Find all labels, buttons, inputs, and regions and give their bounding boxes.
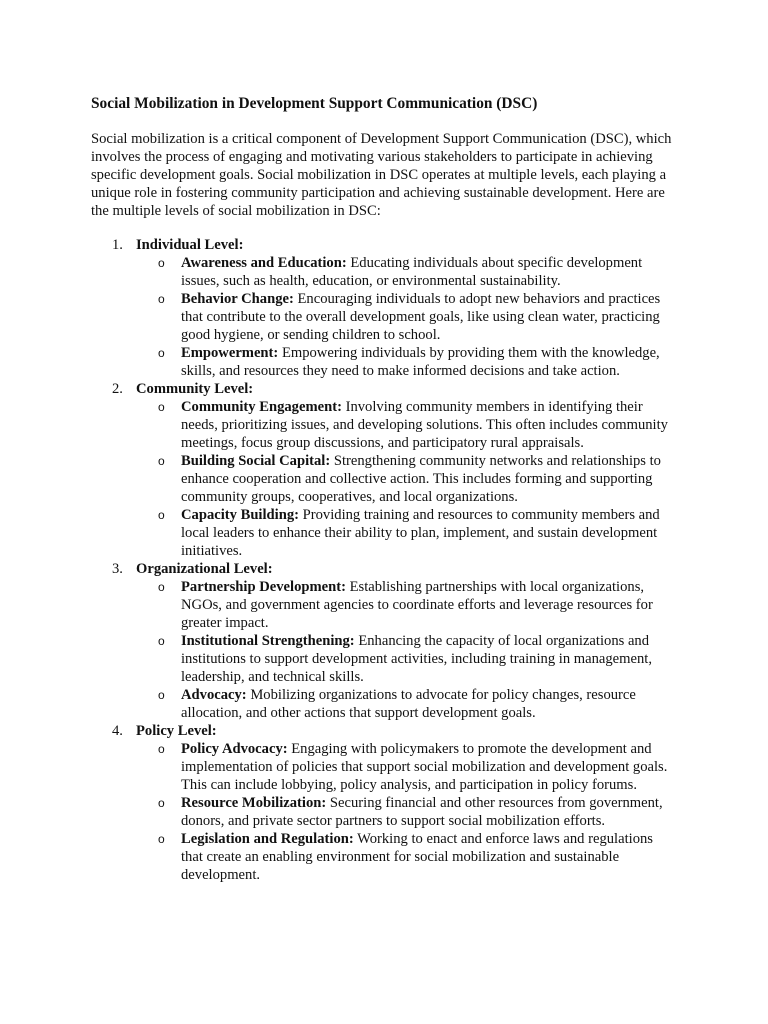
level-points <box>136 578 676 722</box>
list-item <box>136 632 676 686</box>
list-item <box>136 398 676 452</box>
point-text: Securing financial and other resources from government, donors, and private sector partners to support social mobilization efforts. <box>181 795 663 829</box>
level-number: 2. <box>112 381 123 397</box>
level-item <box>91 380 676 560</box>
level-title: Community Level: <box>136 381 254 397</box>
point-term: Resource Mobilization: <box>181 795 327 811</box>
level-title: Individual Level: <box>136 237 244 253</box>
list-item <box>136 830 676 884</box>
list-item <box>136 740 676 794</box>
point-text: Working to enact and enforce laws and regulations that create an enabling environment for social mobilization and sustainable development. <box>181 831 653 883</box>
document-title: Social Mobilization in Development Support Communication (DSC) <box>91 95 538 112</box>
list-item <box>136 452 676 506</box>
list-item <box>136 578 676 632</box>
point-term: Empowerment: <box>181 345 279 361</box>
point-term: Behavior Change: <box>181 291 294 307</box>
bullet-icon: o <box>158 634 165 648</box>
point-text: Providing training and resources to community members and local leaders to enhance their ability to plan, implement, and sustain development initiatives. <box>181 507 660 559</box>
bullet-icon: o <box>158 256 165 270</box>
point-text: Educating individuals about specific development issues, such as health, education, or environmental sustainability. <box>181 255 643 289</box>
point-term: Partnership Development: <box>181 579 346 595</box>
point-term: Advocacy: <box>181 687 247 703</box>
point-term: Policy Advocacy: <box>181 741 288 757</box>
bullet-icon: o <box>158 508 165 522</box>
point-term: Building Social Capital: <box>181 453 331 469</box>
list-item <box>136 794 676 830</box>
point-text: Strengthening community networks and relationships to enhance cooperation and collective action. This includes forming and supporting community groups, cooperatives, and local organizations. <box>181 453 661 505</box>
level-item <box>91 560 676 722</box>
point-text: Encouraging individuals to adopt new behaviors and practices that contribute to the overall development goals, like using clean water, practicing good hygiene, or sending children to school. <box>181 291 661 343</box>
point-text: Establishing partnerships with local organizations, NGOs, and government agencies to coordinate efforts and leverage resources for greater impact. <box>181 579 653 631</box>
bullet-icon: o <box>158 832 165 846</box>
bullet-icon: o <box>158 580 165 594</box>
level-item <box>91 722 676 884</box>
bullet-icon: o <box>158 796 165 810</box>
level-number: 1. <box>112 237 123 253</box>
point-text: Empowering individuals by providing them with the knowledge, skills, and resources they need to make informed decisions and take action. <box>181 345 660 379</box>
point-term: Community Engagement: <box>181 399 342 415</box>
level-number: 3. <box>112 561 123 577</box>
bullet-icon: o <box>158 292 165 306</box>
bullet-icon: o <box>158 454 165 468</box>
point-term: Capacity Building: <box>181 507 299 523</box>
list-item <box>136 344 676 380</box>
level-points <box>136 254 676 380</box>
levels-list <box>91 236 676 884</box>
list-item <box>136 506 676 560</box>
list-item <box>136 254 676 290</box>
bullet-icon: o <box>158 742 165 756</box>
point-text: Enhancing the capacity of local organizations and institutions to support development activities, including training in management, leadership, and technical skills. <box>181 633 652 685</box>
level-number: 4. <box>112 723 123 739</box>
bullet-icon: o <box>158 346 165 360</box>
level-title: Organizational Level: <box>136 561 273 577</box>
bullet-icon: o <box>158 400 165 414</box>
level-item <box>91 236 676 380</box>
point-text: Involving community members in identifying their needs, prioritizing issues, and developing solutions. This often includes community meetings, focus group discussions, and participatory rural appraisals. <box>181 399 668 451</box>
bullet-icon: o <box>158 688 165 702</box>
list-item <box>136 686 676 722</box>
point-term: Legislation and Regulation: <box>181 831 354 847</box>
intro-paragraph: Social mobilization is a critical component of Development Support Communication (DSC), which involves the process of engaging and motivating various stakeholders to participate in achieving specific development goals. Social mobilization in DSC operates at multiple levels, each playing a unique role in fostering community participation and achieving sustainable development. Here are the multiple levels of social mobilization in DSC: <box>91 131 672 219</box>
point-text: Engaging with policymakers to promote the development and implementation of policies that support social mobilization and development goals. This can include lobbying, policy analysis, and participation in policy forums. <box>181 741 668 793</box>
point-term: Institutional Strengthening: <box>181 633 355 649</box>
level-title: Policy Level: <box>136 723 217 739</box>
list-item <box>136 290 676 344</box>
level-points <box>136 740 676 884</box>
point-term: Awareness and Education: <box>181 255 347 271</box>
point-text: Mobilizing organizations to advocate for policy changes, resource allocation, and other actions that support development goals. <box>181 687 636 721</box>
level-points <box>136 398 676 560</box>
